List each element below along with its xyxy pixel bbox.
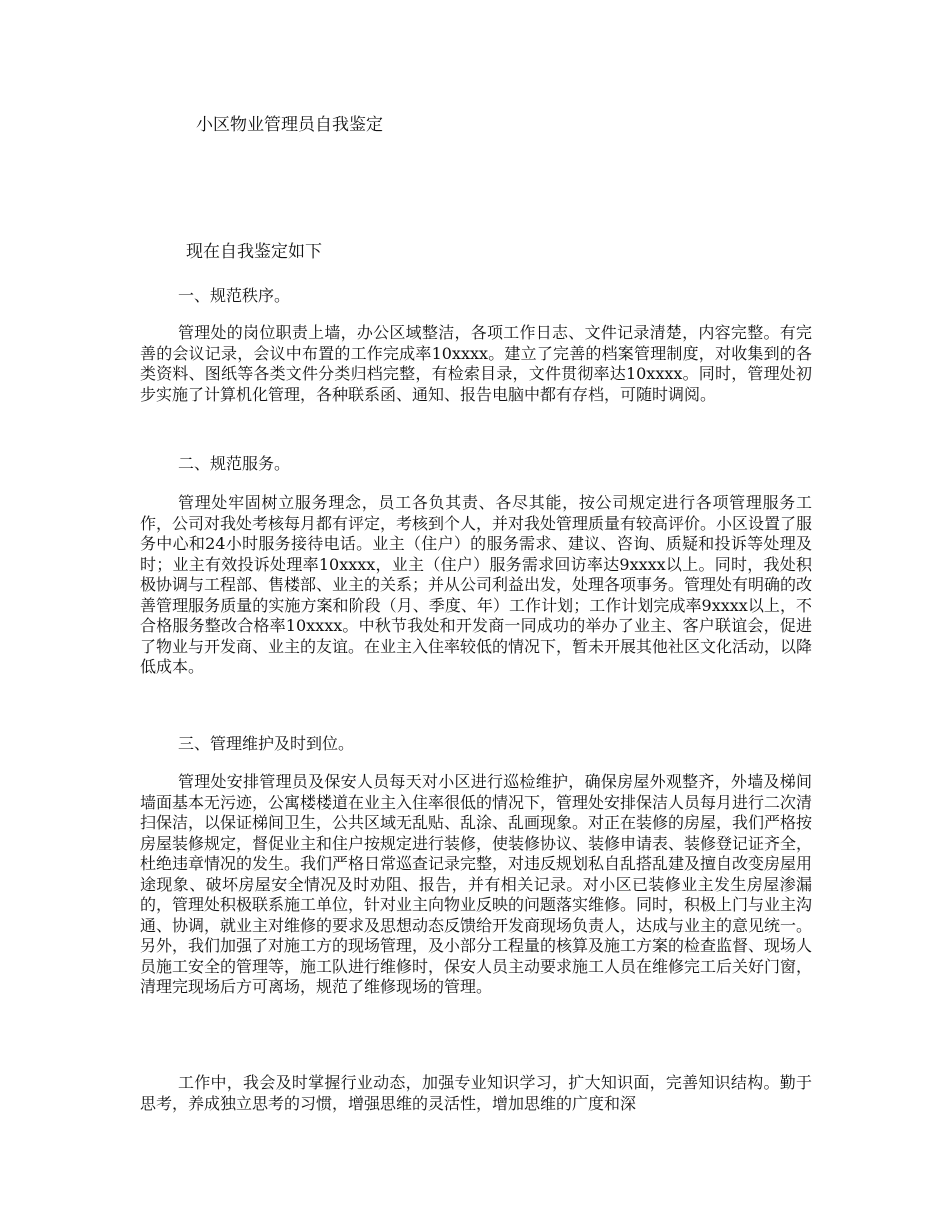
section-heading-1: 一、规范秩序。	[178, 286, 291, 305]
section-heading-3: 三、管理维护及时到位。	[178, 734, 355, 753]
document-title: 小区物业管理员自我鉴定	[196, 115, 383, 135]
closing-paragraph: 工作中，我会及时掌握行业动态，加强专业知识学习，扩大知识面，完善知识结构。勤于思考，养成独立思考的习惯，增强思维的灵活性，增加思维的广度和深	[140, 1073, 812, 1113]
section-heading-2: 二、规范服务。	[178, 454, 291, 473]
section-paragraph-1: 管理处的岗位职责上墙，办公区域整洁，各项工作日志、文件记录清楚，内容完整。有完善的会议记录，会议中布置的工作完成率10xxxx。建立了完善的档案管理制度，对收集到的各类资料、图纸等各类文件分类归档完整，有检索目录，文件贯彻率达10xxxx。同时，管理处初步实施了计算机化管理，各种联系函、通知、报告电脑中都有存档，可随时调阅。	[140, 323, 812, 404]
intro-line: 现在自我鉴定如下	[186, 242, 322, 262]
section-paragraph-3: 管理处安排管理员及保安人员每天对小区进行巡检维护，确保房屋外观整齐，外墙及梯间墙面基本无污迹，公寓楼楼道在业主入住率很低的情况下，管理处安排保洁人员每月进行二次清扫保洁，以保证梯间卫生，公共区域无乱贴、乱涂、乱画现象。对正在装修的房屋，我们严格按房屋装修规定，督促业主和住户按规定进行装修，使装修协议、装修申请表、装修登记证齐全，杜绝违章情况的发生。我们严格日常巡查记录完整，对违反规划私自乱搭乱建及擅自改变房屋用途现象、破坏房屋安全情况及时劝阻、报告，并有相关记录。对小区已装修业主发生房屋渗漏的，管理处积极联系施工单位，针对业主向物业反映的问题落实维修。同时，积极上门与业主沟通、协调，就业主对维修的要求及思想动态反馈给开发商现场负责人，达成与业主的意见统一。另外，我们加强了对施工方的现场管理，及小部分工程量的核算及施工方案的检查监督、现场人员施工安全的管理等，施工队进行维修时，保安人员主动要求施工人员在维修完工后关好门窗，清理完现场后方可离场，规范了维修现场的管理。	[140, 772, 813, 996]
section-paragraph-2: 管理处牢固树立服务理念，员工各负其责、各尽其能，按公司规定进行各项管理服务工作，公司对我处考核每月都有评定，考核到个人，并对我处管理质量有较高评价。小区设置了服务中心和24小时服务接待电话。业主（住户）的服务需求、建议、咨询、质疑和投诉等处理及时；业主有效投诉处理率10xxxx，业主（住户）服务需求回访率达9xxxx以上。同时，我处积极协调与工程部、售楼部、业主的关系；并从公司利益出发，处理各项事务。管理处有明确的改善管理服务质量的实施方案和阶段（月、季度、年）工作计划；工作计划完成率9xxxx以上，不合格服务整改合格率10xxxx。中秋节我处和开发商一同成功的举办了业主、客户联谊会，促进了物业与开发商、业主的友谊。在业主入住率较低的情况下，暂未开展其他社区文化活动，以降低成本。	[140, 493, 813, 676]
